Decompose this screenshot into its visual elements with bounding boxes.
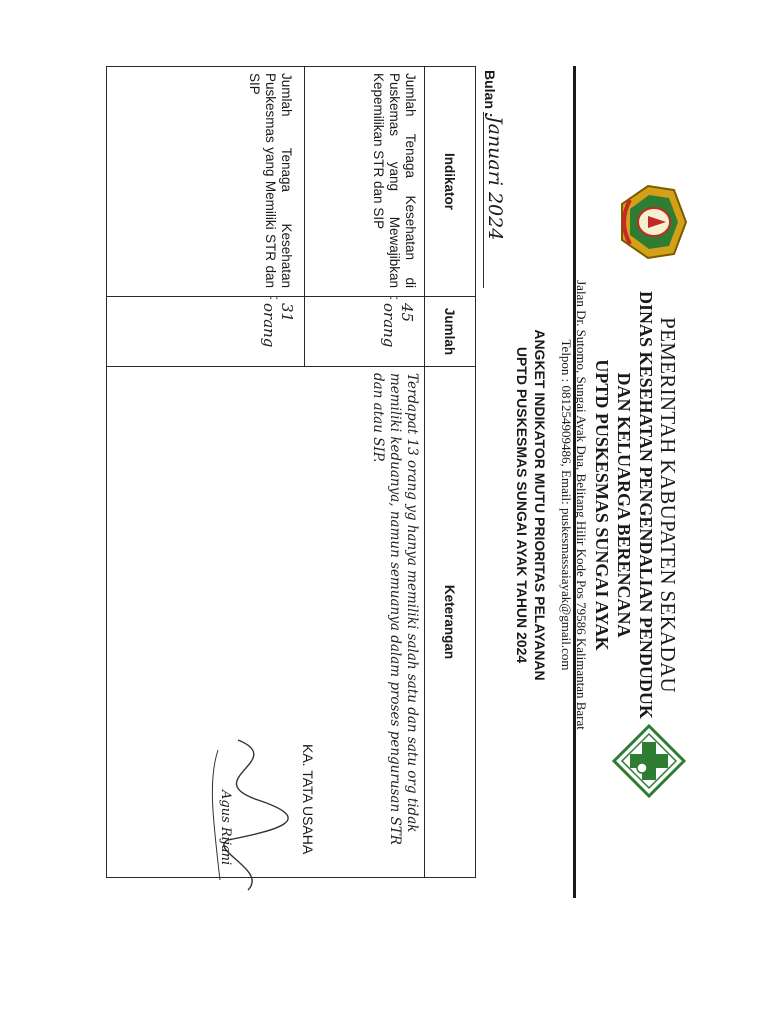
handwritten-signature — [188, 720, 308, 920]
jumlah-value: 31 orang — [260, 303, 296, 348]
letterhead-government: PEMERINTAH KABUPATEN SEKADAU — [656, 317, 680, 693]
jumlah-cell — [305, 297, 425, 367]
header-jumlah: Jumlah — [425, 297, 476, 367]
letterhead-address: Jalan Dr. Sutomo, Sungai Ayak Dua, Belitang Hilir Kode Pos 79586 Kalimantan Barat — [574, 280, 589, 730]
jumlah-value: 45 orang — [380, 303, 416, 348]
table-row — [305, 67, 425, 878]
period-value: Januari 2024 — [484, 116, 506, 241]
period-underline — [483, 112, 484, 288]
document-title: ANGKET INDIKATOR MUTU PRIORITAS PELAYANAN — [532, 329, 548, 681]
period-label: Bulan : — [482, 70, 498, 118]
indikator-text: Jumlah Tenaga Kesehatan Puskesmas yang Memiliki STR dan SIP — [247, 73, 294, 288]
signatory-name: Agus Rijani — [218, 790, 233, 866]
keterangan-text: Terdapat 13 orang yg hanya memiliki salah satu dan satu org tidak memiliki keduanya, namun semuanya dalam proses pengurusan STR dan atau SIP. — [370, 373, 420, 845]
indikator-cell — [305, 67, 425, 300]
header-keterangan: Keterangan — [425, 367, 476, 878]
document-subtitle: UPTD PUSKESMAS SUNGAI AYAK TAHUN 2024 — [514, 346, 530, 664]
letterhead-agency: DINAS KESEHATAN PENGENDALIAN PENDUDUK — [636, 291, 656, 719]
letterhead-divider — [573, 66, 576, 898]
header-indikator: Indikator — [425, 67, 476, 297]
jumlah-cell — [107, 297, 305, 367]
table-header-row — [425, 67, 476, 878]
letterhead-unit: UPTD PUSKESMAS SUNGAI AYAK — [592, 359, 612, 651]
letterhead-agency-cont: DAN KELUARGA BERENCANA — [614, 372, 634, 638]
indikator-text: Jumlah Tenaga Kesehatan di Puskemas yang Mewajibkan Kepemilikan STR dan SIP — [371, 73, 418, 288]
signatory-title: KA. TATA USAHA — [300, 744, 316, 855]
indikator-cell — [107, 67, 305, 300]
colon-separator: : — [387, 296, 402, 300]
colon-separator: : — [267, 296, 282, 300]
letterhead-contact: Telpon : 081254909486, Email: puskesmassaiayak@gmail.com — [559, 339, 574, 671]
